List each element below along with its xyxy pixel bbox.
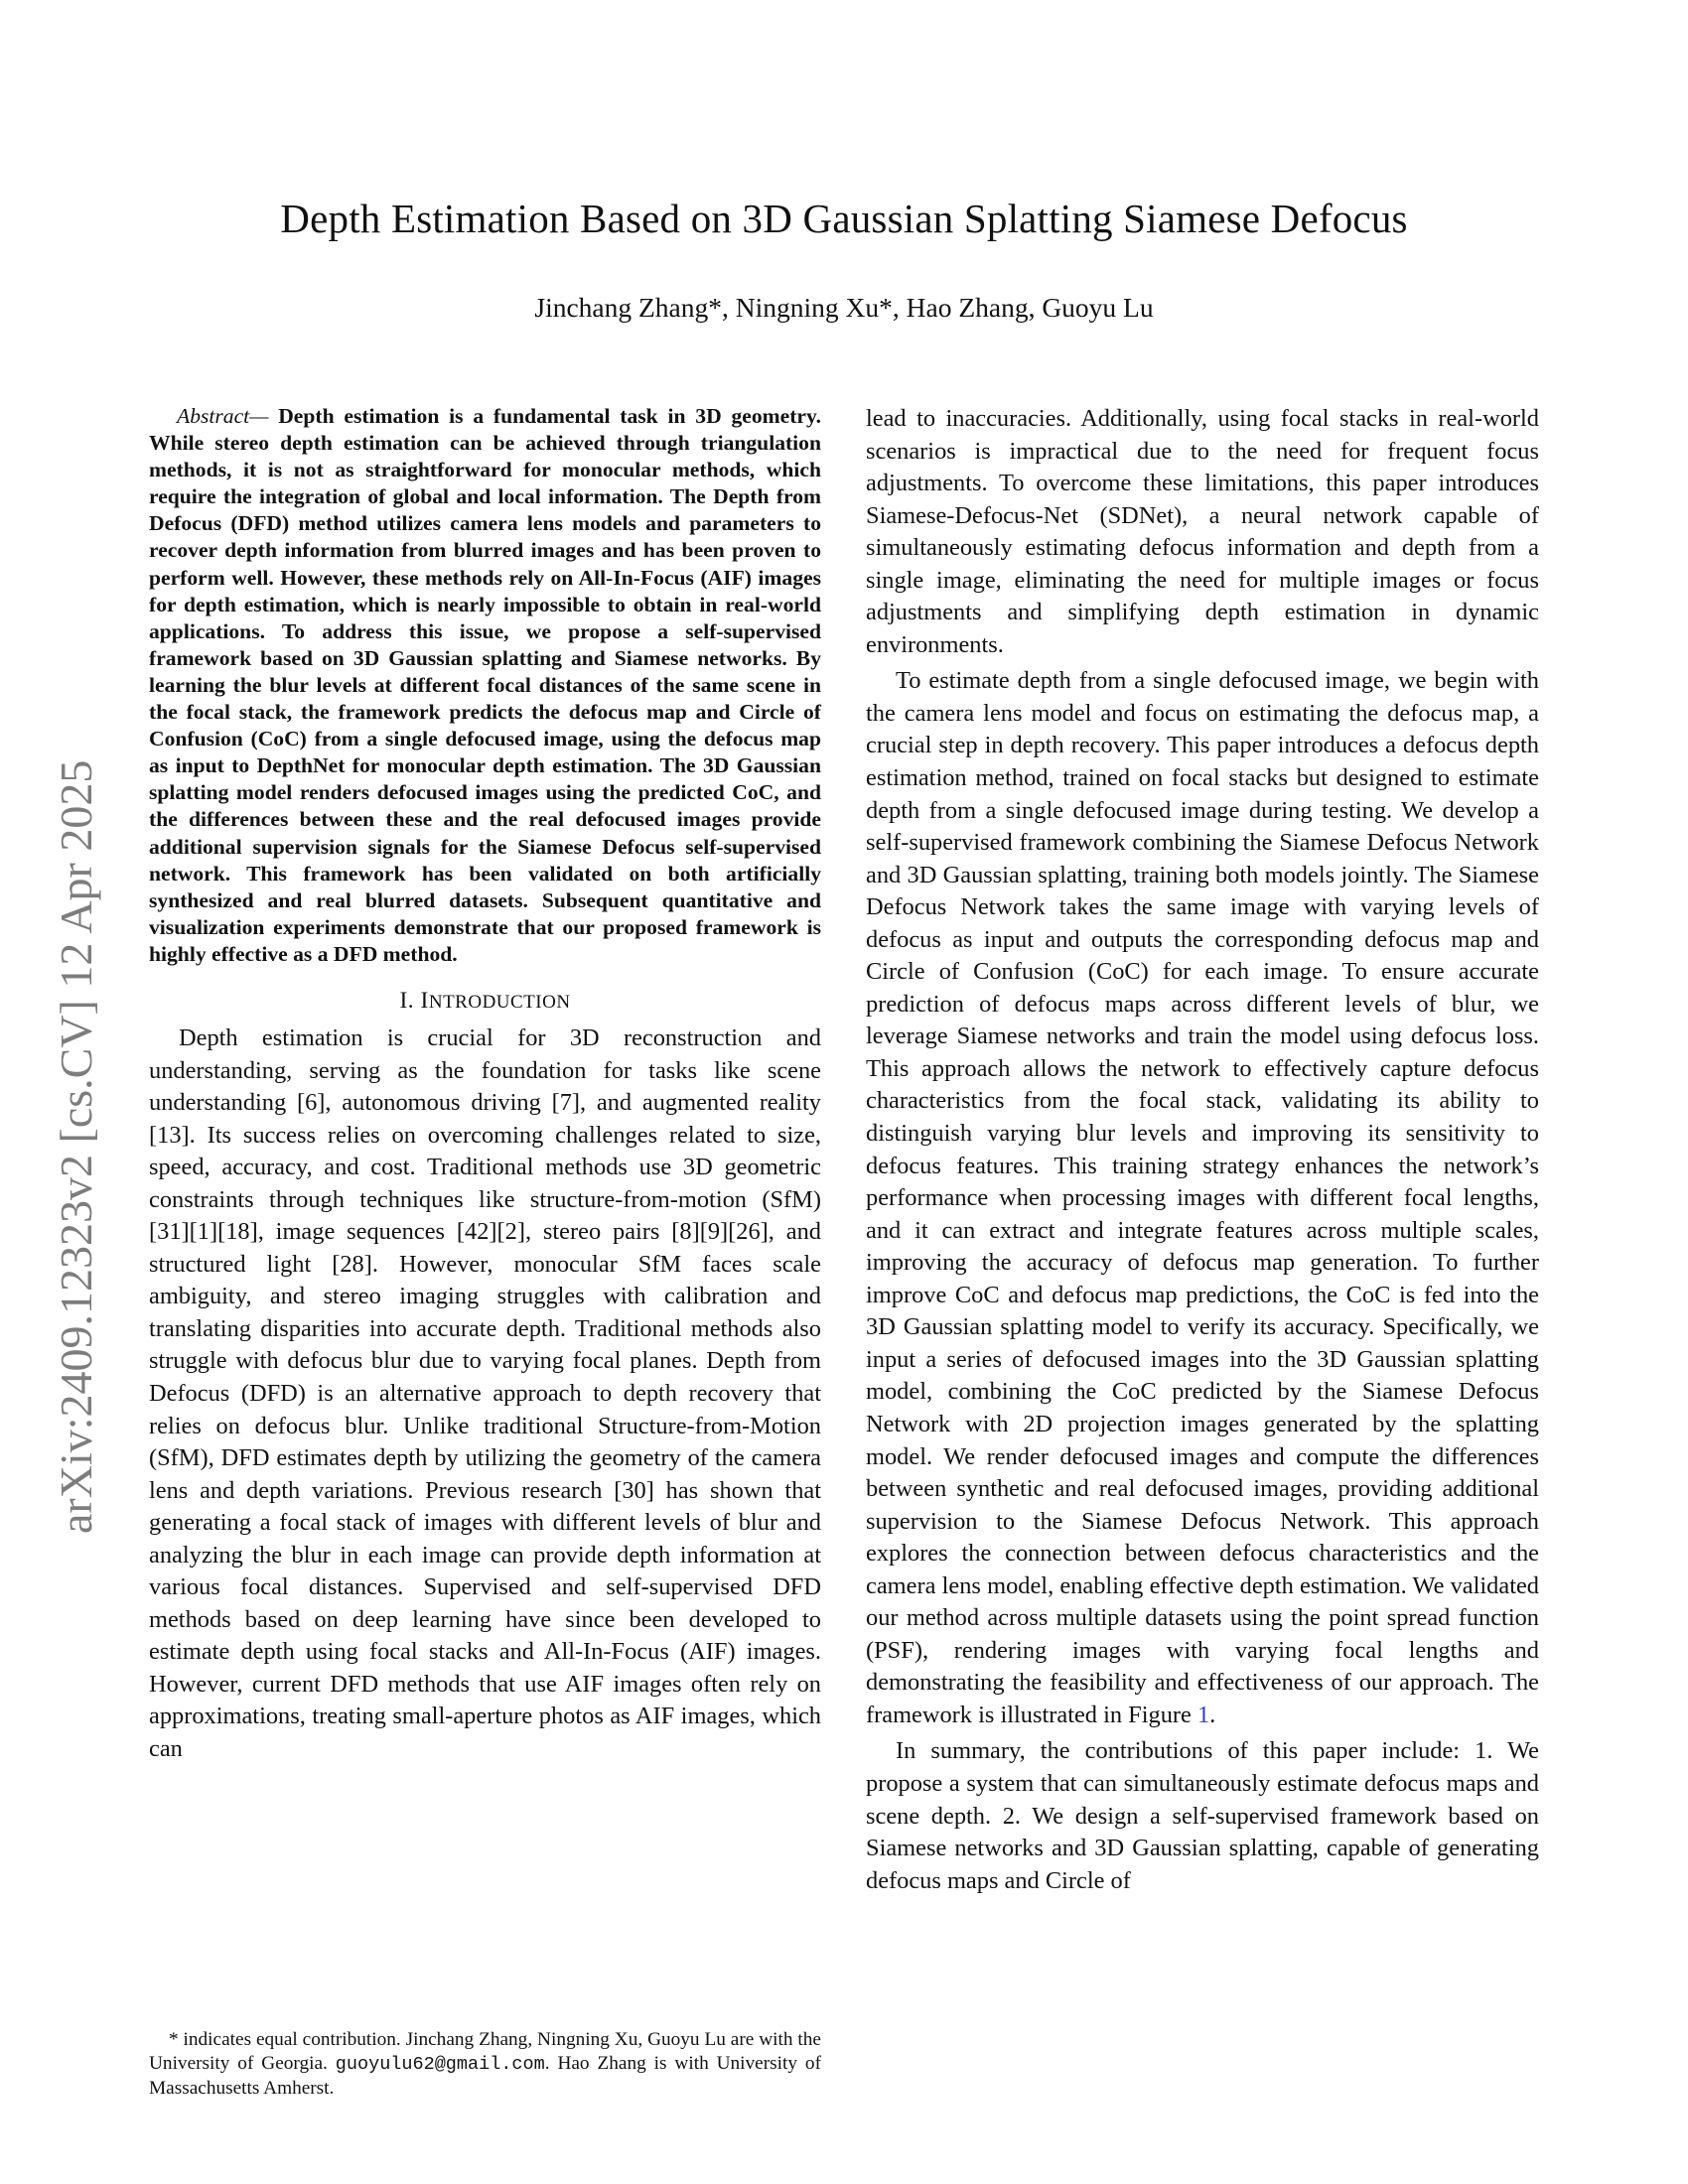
section-heading-introduction: I. INTRODUCTION (399, 987, 571, 1014)
intro-paragraph-continued: lead to inaccuracies. Additionally, using focal stacks in real-world scenarios is impractical due to the need for frequent focus adjustments. To overcome these limitations, this paper introduces Siamese-Defocus-Net (SDNet), a neural network capable of simultaneously estimating defocus information and depth from a single image, eliminating the need for multiple images or focus adjustments and simplifying depth estimation in dynamic environments. (866, 405, 1539, 658)
left-column (149, 403, 821, 1766)
intro-paragraph-1: Depth estimation is crucial for 3D reconstruction and understanding, serving as the foundation for tasks like scene understanding [6], autonomous driving [7], and augmented reality [13]. Its success relies on overcoming challenges related to size, speed, accuracy, and cost. Traditional methods use 3D geometric constraints through techniques like structure-from-motion (SfM) [31][1][18], image sequences [42][2], stereo pairs [8][9][26], and structured light [28]. However, monocular SfM faces scale ambiguity, and stereo imaging struggles with calibration and translating disparities into accurate depth. Traditional methods also struggle with defocus blur due to varying focal planes. Depth from Defocus (DFD) is an alternative approach to depth recovery that relies on defocus blur. Unlike traditional Structure-from-Motion (SfM), DFD estimates depth by utilizing the geometry of the camera lens and depth variations. Previous research [30] has shown that generating a focal stack of images with different levels of blur and analyzing the blur in each image can provide depth information at various focal distances. Supervised and self-supervised DFD methods based on deep learning have since been developed to estimate depth using focal stacks and All-In-Focus (AIF) images. However, current DFD methods that use AIF images often rely on approximations, treating small-aperture photos as AIF images, which can (149, 1024, 821, 1762)
email-address[interactable]: guoyulu62@gmail.com (335, 2054, 545, 2075)
footnote: * indicates equal contribution. Jinchang Zhang, Ningning Xu, Guoyu Lu are with the University of Georgia. guoyulu62@gmail.com. Hao Zhang is with University of Massachusetts Amherst. (149, 2029, 821, 2099)
abstract (149, 403, 821, 968)
right-column (866, 403, 1539, 1901)
arxiv-identifier-stamp: arXiv:2409.12323v2 [cs.CV] 12 Apr 2025 (51, 759, 101, 1534)
figure-reference-link[interactable]: 1 (1196, 1701, 1210, 1728)
abstract-text: Depth estimation is a fundamental task in 3D geometry. While stereo depth estimation can be achieved through triangulation methods, it is not as straightforward for monocular methods, which require the integration of global and local information. The Depth from Defocus (DFD) method utilizes camera lens models and parameters to recover depth information from blurred images and has been proven to perform well. However, these methods rely on All-In-Focus (AIF) images for depth estimation, which is nearly impossible to obtain in real-world applications. To address this issue, we propose a self-supervised framework based on 3D Gaussian splatting and Siamese networks. By learning the blur levels at different focal distances of the same scene in the focal stack, the framework predicts the defocus map and Circle of Confusion (CoC) from a single defocused image, using the defocus map as input to DepthNet for monocular depth estimation. The 3D Gaussian splatting model renders defocused images using the predicted CoC, and the differences between these and the real defocused images provide additional supervision signals for the Siamese Defocus self-supervised network. This framework has been validated on both artificially synthesized and real blurred datasets. Subsequent quantitative and visualization experiments demonstrate that our proposed framework is highly effective as a DFD method. (149, 404, 821, 966)
abstract-label: Abstract— (177, 404, 279, 428)
intro-paragraph-contributions: In summary, the contributions of this paper include: 1. We propose a system that can simultaneously estimate defocus maps and scene depth. 2. We design a self-supervised framework based on Siamese networks and 3D Gaussian splatting, capable of generating defocus maps and Circle of (866, 1737, 1539, 1894)
paper-title: Depth Estimation Based on 3D Gaussian Splatting Siamese Defocus (280, 196, 1408, 241)
intro-paragraph-2: To estimate depth from a single defocused image, we begin with the camera lens model and focus on estimating the defocus map, a crucial step in depth recovery. This paper introduces a defocus depth estimation method, trained on focal stacks but designed to estimate depth from a single defocused image during testing. We develop a self-supervised framework combining the Siamese Defocus Network and 3D Gaussian splatting, training both models jointly. The Siamese Defocus Network takes the same image with varying levels of defocus as input and outputs the corresponding defocus map and Circle of Confusion (CoC) for each image. To ensure accurate prediction of defocus maps across different levels of blur, we leverage Siamese networks and train the model using defocus loss. This approach allows the network to effectively capture defocus characteristics from the focal stack, validating its ability to distinguish varying blur levels and improving its sensitivity to defocus features. This training strategy enhances the network’s performance when processing images with different focal lengths, and it can extract and integrate features across multiple scales, improving the accuracy of defocus map generation. To further improve CoC and defocus map predictions, the CoC is fed into the 3D Gaussian splatting model to verify its accuracy. Specifically, we input a series of defocused images into the 3D Gaussian splatting model, combining the CoC predicted by the Siamese Defocus Network with 2D projection images generated by the splatting model. We render defocused images and compute the differences between synthetic and real defocused images, providing additional supervision to the Siamese Defocus Network. This approach explores the connection between defocus characteristics and the camera lens model, enabling effective depth estimation. We validated our method across multiple datasets using the point spread function (PSF), rendering images with varying focal lengths and demonstrating the feasibility and effectiveness of our approach. The framework is illustrated in Figure 1. (866, 667, 1539, 1728)
author-list: Jinchang Zhang*, Ningning Xu*, Hao Zhang, Guoyu Lu (534, 292, 1154, 323)
